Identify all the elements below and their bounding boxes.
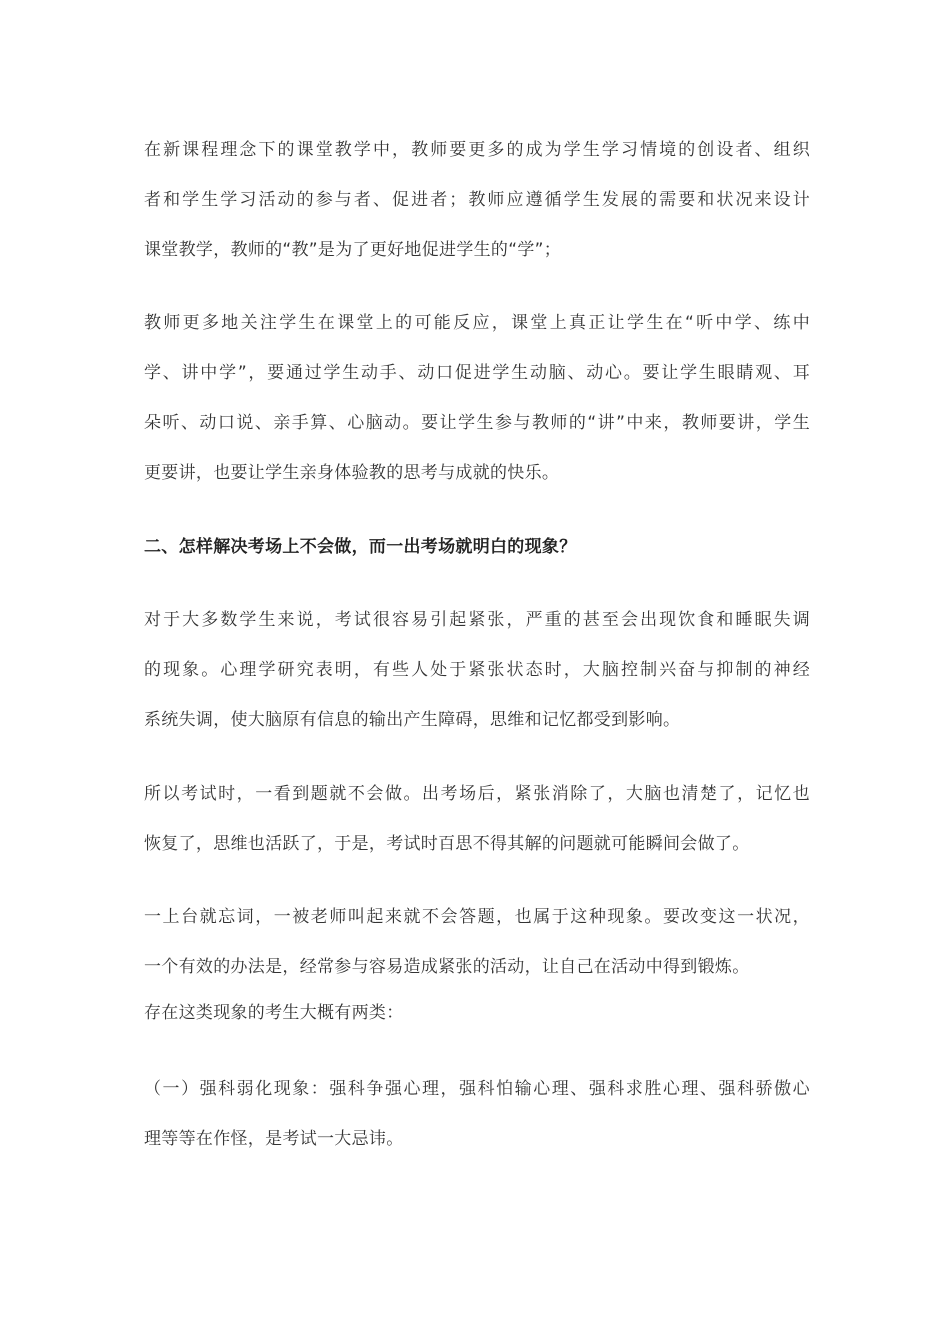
text-line: 的现象。心理学研究表明，有些人处于紧张状态时，大脑控制兴奋与抑制的神经 bbox=[144, 660, 810, 680]
text-line: （一）强科弱化现象：强科争强心理，强科怕输心理、强科求胜心理、强科骄傲心 bbox=[144, 1079, 810, 1099]
text-line: 更要讲，也要让学生亲身体验教的思考与成就的快乐。 bbox=[144, 463, 560, 483]
text-line: 所以考试时，一看到题就不会做。出考场后，紧张消除了，大脑也清楚了，记忆也 bbox=[144, 784, 810, 804]
text-line: 教师更多地关注学生在课堂上的可能反应，课堂上真正让学生在“听中学、练中 bbox=[144, 313, 810, 333]
text-line: 朵听、动口说、亲手算、心脑动。要让学生参与教师的“讲”中来，教师要讲，学生 bbox=[144, 413, 810, 433]
text-line: 对于大多数学生来说，考试很容易引起紧张，严重的甚至会出现饮食和睡眠失调 bbox=[144, 610, 810, 630]
text-line: 一个有效的办法是，经常参与容易造成紧张的活动，让自己在活动中得到锻炼。 bbox=[144, 957, 750, 977]
text-line: 在新课程理念下的课堂教学中，教师要更多的成为学生学习情境的创设者、组织 bbox=[144, 140, 810, 160]
text-line: 一上台就忘词，一被老师叫起来就不会答题，也属于这种现象。要改变这一状况， bbox=[144, 907, 810, 927]
text-line: 课堂教学，教师的“教”是为了更好地促进学生的“学”； bbox=[144, 240, 562, 260]
text-line: 系统失调，使大脑原有信息的输出产生障碍，思维和记忆都受到影响。 bbox=[144, 710, 681, 730]
text-line: 者和学生学习活动的参与者、促进者；教师应遵循学生发展的需要和状况来设计 bbox=[144, 190, 810, 210]
text-line: 存在这类现象的考生大概有两类： bbox=[144, 1003, 404, 1023]
text-line: 学、讲中学”，要通过学生动手、动口促进学生动脑、动心。要让学生眼睛观、耳 bbox=[144, 363, 810, 383]
text-line: 理等等在作怪，是考试一大忌讳。 bbox=[144, 1129, 404, 1149]
heading-text: 二、怎样解决考场上不会做，而一出考场就明白的现象？ bbox=[144, 537, 577, 557]
text-line: 恢复了，思维也活跃了，于是，考试时百思不得其解的问题就可能瞬间会做了。 bbox=[144, 834, 750, 854]
